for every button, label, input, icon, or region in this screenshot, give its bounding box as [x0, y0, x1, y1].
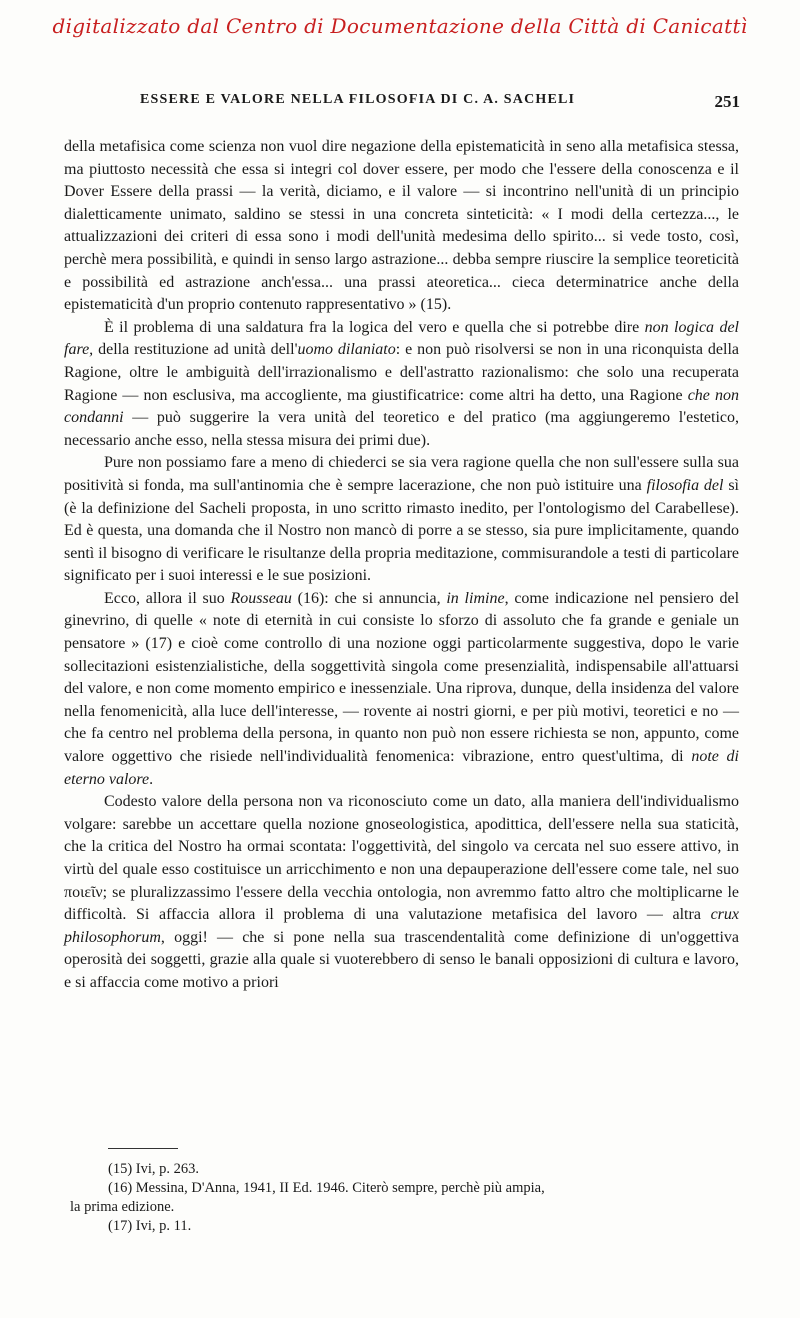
text-run: (16): che si annuncia, [291, 589, 447, 607]
running-title: ESSERE E VALORE NELLA FILOSOFIA DI C. A. SACHELI [140, 92, 576, 107]
footnote: (16) Messina, D'Anna, 1941, II Ed. 1946. Citerò sempre, perchè più ampia, [108, 1180, 545, 1196]
italic-text: in limine [446, 589, 505, 607]
italic-text: non logica del fare, [64, 318, 739, 359]
text-run: Codesto valore della persona non va riconosciuto come un dato, alla maniera dell'individualismo volgare: sarebbe un accettare quella nozione gnoseologistica, apodittica, dell'essere nella sua staticità, che la critica del Nostro ha ormai scontata: l'oggettività, del singolo va cercata nel suo essere attivo, in virtù del quale esso costituisce un arricchimento e non una depauperazione dell'essere come tale, nel suo ποιεῖν; se pluralizzassimo l'essere della vecchia ontologia, non avremmo fatto altro che moltiplicarne le difficoltà. Si affaccia allora il problema di una valutazione metafisica del lavoro — altra [64, 793, 739, 924]
footnote: (17) Ivi, p. 11. [108, 1218, 192, 1234]
digitization-watermark: digitalizzato dal Centro di Documentazione della Città di Canicattì [52, 14, 748, 38]
italic-text: note di eterno valore [64, 748, 740, 788]
text-run: È il problema di una saldatura fra la logica del vero e quella che si potrebbe dire [104, 318, 645, 336]
page-number: 251 [714, 92, 740, 111]
paragraph [64, 136, 739, 317]
footnotes [70, 1160, 740, 1236]
text-run: sì (è la definizione del Sacheli proposta, in uno scritto rimasto inedito, per l'ontologismo del Carabellese). Ed è questa, una domanda che il Nostro non mancò di porre a se stesso, sia pure implicitamente, quando sentì il bisogno di verificare le risultanze della propria meditazione, commisurandole a testi di particolare significato per i suoi interessi e le sue posizioni. [64, 476, 740, 585]
text-run: , come indicazione nel pensiero del ginevrino, di quelle « note di eternità in cui consiste lo sforzo di assoluto che fa grande e geniale un pensatore » (17) e cioè come controllo di una nozione oggi particolarmente suggestiva, dopo le varie sollecitazioni esistenzialistiche, della soggettività singola come presenzialità, indispensabile all'attuarsi del valore, e non come momento empirico e inessenziale. Una riprova, dunque, della insidenza del valore nella fenomenicità, alla luce dell'interesse, — rovente ai nostri giorni, e per più motivi, teoretici e no — che fa centro nel problema della persona, in quanto non può non essere richiesta se non, appunto, come valore oggettivo che risiede nell'individualità fenomenica: vibrazione, entro quest'ultima, di [64, 589, 740, 766]
paragraph [64, 791, 739, 994]
body-text [64, 136, 739, 995]
text-run: . [149, 770, 154, 788]
italic-text: uomo dilaniato [297, 341, 396, 359]
footnote-separator [108, 1148, 178, 1149]
text-run: Ecco, allora il suo [104, 589, 231, 607]
italic-text: filosofia del [646, 476, 724, 494]
text-run: — può suggerire la vera unità del teoretico e del pratico (ma aggiungeremo l'estetico, necessario anche esso, nella stessa misura dei primi due). [64, 409, 739, 449]
paragraph [64, 317, 739, 453]
footnote: (15) Ivi, p. 263. [108, 1161, 200, 1177]
italic-text: che non condanni [64, 386, 739, 427]
footnote: la prima edizione. [70, 1199, 175, 1215]
text-run: della metafisica come scienza non vuol dire negazione della epistematicità in seno alla metafisica stessa, ma piuttosto necessità che essa si integri col dover essere, per modo che l'essere della conoscenza e il Dover Essere della prassi — la verità, diciamo, e il valore — si incontrino nell'unità di un principio dialetticamente unimato, saldino se stessi in una concreta sinteticità: « I modi della certezza..., le attualizzazioni dei criteri di essa sono i modi dell'unità medesima dello spirito... si vede tosto, così, perchè mera possibilità, e quindi in senso largo astrazione... debba sempre riuscire la semplice teoreticità e possibilità ed astrazione anch'essa... una prassi ateoretica... cieca determinatrice anche della epistematicità d'un proprio contenuto rappresentativo » (15). [64, 138, 739, 314]
text-run: della restituzione ad unità dell' [93, 341, 298, 359]
text-run: , oggi! — che si pone nella sua trascendentalità come definizione di un'oggettiva operosità dei soggetti, grazie alla quale si vuoterebbero di senso le banali opposizioni di cultura e lavoro, e si affaccia come motivo a priori [64, 928, 739, 991]
italic-text: crux philosophorum [64, 906, 739, 946]
text-run: : e non può risolversi se non in una riconquista della Ragione, oltre le ambiguità dell'irrazionalismo e dell'astratto razionalismo: che solo una recuperata Ragione — non esclusiva, ma accogliente, ma giustificatrice: come altri ha detto, una Ragione [64, 341, 740, 404]
text-run: Pure non possiamo fare a meno di chiederci se sia vera ragione quella che non sull'essere sulla sua positività si fonda, ma sull'antinomia che è sempre lacerazione, che non può istituire una [64, 454, 739, 494]
paragraph [64, 452, 739, 588]
italic-text: Rousseau [230, 589, 292, 607]
paragraph [64, 588, 739, 791]
